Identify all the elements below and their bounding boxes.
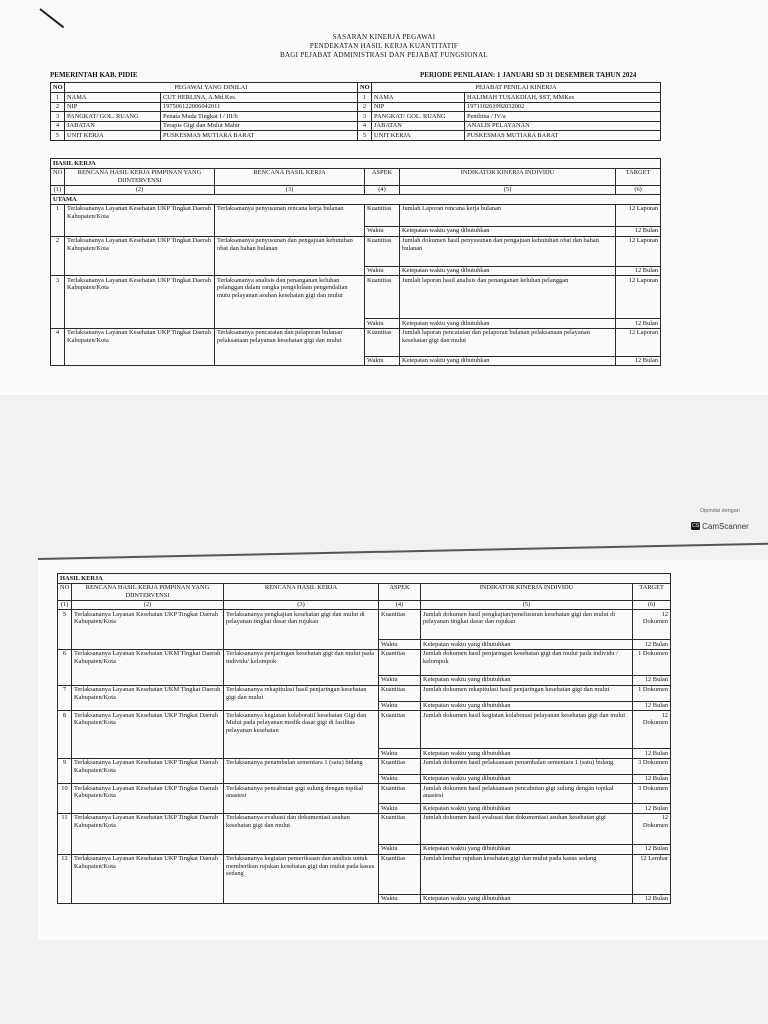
identity-no-header-right: NO <box>358 83 372 93</box>
identity-no: 1 <box>51 93 65 103</box>
title-line-2: PENDEKATAN HASIL KERJA KUANTITATIF <box>309 42 459 50</box>
target-cell: 12 Laporan <box>616 276 661 319</box>
identity-label-right: NIP <box>372 102 465 112</box>
identity-row <box>51 121 661 131</box>
camscanner-watermark <box>684 508 756 532</box>
table-row <box>58 711 671 749</box>
rhk-cell: Terlaksananya pencabutan gigi sulung dengan topikal anastesi <box>224 784 379 814</box>
indikator-cell: Ketepatan waktu yang dibutuhkan <box>400 319 616 329</box>
col-rhk-pimpinan-header: RENCANA HASIL KERJA PIMPINAN YANG DIINTERVENSI <box>72 583 224 600</box>
indikator-cell: Ketepatan waktu yang dibutuhkan <box>400 356 616 366</box>
rhk-pimpinan-cell: Terlaksananya Layanan Kesehatan UKP Tingkat Daerah Kabupaten/Kota <box>65 236 215 276</box>
target-cell: 1 Dokumen <box>633 685 671 701</box>
col-rhk-header: RENCANA HASIL KERJA <box>215 168 365 185</box>
aspek-cell: Kuantitas <box>379 711 421 749</box>
table-row <box>51 328 661 356</box>
table-row <box>51 236 661 266</box>
target-cell: 12 Dokumen <box>633 813 671 844</box>
aspek-cell: Kuantitas <box>379 813 421 844</box>
page-edge-shadow <box>38 543 768 560</box>
aspek-cell: Kuantitas <box>379 610 421 640</box>
rhk-cell: Terlaksananya analisis dan penanganan keluhan pelanggan dalam rangka pengelolaan pengendalian mutu pelayanan asuhan kesehatan gigi dan mulut <box>215 276 365 329</box>
aspek-cell: Waktu <box>379 749 421 759</box>
identity-value-right: ANALIS PELAYANAN <box>465 121 661 131</box>
target-cell: 12 Bulan <box>616 266 661 276</box>
identity-value-right: PUSKESMAS MUTIARA BARAT <box>465 131 661 141</box>
hasil-kerja-label-2: HASIL KERJA <box>58 574 671 584</box>
aspek-cell: Waktu <box>379 844 421 854</box>
col-number: (2) <box>65 185 215 195</box>
rhk-cell: Terlaksananya rekapitulasi hasil penjaringan kesehatan gigi dan mulut <box>224 685 379 711</box>
camscanner-icon: CS <box>692 523 700 529</box>
hasil-kerja-table-2 <box>57 573 671 904</box>
indikator-cell: Jumlah dokumen hasil pelaksanaan penambalan sementara 1 (satu) bidang <box>421 758 633 774</box>
identity-label: JABATAN <box>65 121 161 131</box>
rhk-pimpinan-cell: Terlaksananya Layanan Kesehatan UKP Tingkat Daerah Kabupaten/Kota <box>72 711 224 759</box>
target-cell: 3 Dokumen <box>633 758 671 774</box>
identity-label: NAMA <box>65 93 161 103</box>
indikator-cell: Ketepatan waktu yang dibutuhkan <box>421 844 633 854</box>
aspek-cell: Waktu <box>365 226 400 236</box>
item-number: 3 <box>51 276 65 329</box>
indikator-cell: Jumlah laporan pencatatan dan pelaporan bulanan pelaksanaan pelayanan kesehatan gigi dan mulut <box>400 328 616 356</box>
rhk-pimpinan-cell: Terlaksananya Layanan Kesehatan UKM Tingkat Daerah Kabupaten/Kota <box>72 685 224 711</box>
identity-label: UNIT KERJA <box>65 131 161 141</box>
table-row <box>58 758 671 774</box>
rhk-pimpinan-cell: Terlaksananya Layanan Kesehatan UKP Tingkat Daerah Kabupaten/Kota <box>65 276 215 329</box>
item-number: 8 <box>58 711 72 759</box>
rhk-cell: Terlaksananya kegiatan pemeriksaan dan analisis untuk memberikan rujukan kesehatan gigi dan mulut pada kasus sedang <box>224 854 379 904</box>
utama-label: UTAMA <box>51 195 661 205</box>
table-row <box>58 813 671 844</box>
aspek-cell: Waktu <box>379 774 421 784</box>
identity-label-right: JABATAN <box>372 121 465 131</box>
item-number: 12 <box>58 854 72 904</box>
indikator-cell: Ketepatan waktu yang dibutuhkan <box>421 640 633 650</box>
target-cell: 3 Dokumen <box>633 784 671 804</box>
rhk-pimpinan-cell: Terlaksananya Layanan Kesehatan UKP Tingkat Daerah Kabupaten/Kota <box>65 204 215 236</box>
col-number: (4) <box>365 185 400 195</box>
rhk-cell: Terlaksananya pengkajian kesehatan gigi dan mulut di pelayanan tingkat dasar dan rujukan <box>224 610 379 650</box>
identity-no-right: 5 <box>358 131 372 141</box>
target-cell: 12 Bulan <box>633 804 671 814</box>
identity-table <box>50 82 661 141</box>
target-cell: 12 Bulan <box>616 319 661 329</box>
target-cell: 12 Laporan <box>616 328 661 356</box>
indikator-cell: Ketepatan waktu yang dibutuhkan <box>421 675 633 685</box>
identity-row <box>51 112 661 122</box>
item-number: 10 <box>58 784 72 814</box>
aspek-cell: Waktu <box>379 640 421 650</box>
item-number: 2 <box>51 236 65 276</box>
col-aspek-header: ASPEK <box>379 583 421 600</box>
identity-value-right: 197110261992032002 <box>465 102 661 112</box>
rhk-cell: Terlaksananya penjaringan kesehatan gigi dan mulut pada individu/ kelompok <box>224 649 379 685</box>
rhk-pimpinan-cell: Terlaksananya Layanan Kesehatan UKP Tingkat Daerah Kabupaten/Kota <box>72 813 224 854</box>
indikator-cell: Ketepatan waktu yang dibutuhkan <box>400 226 616 236</box>
target-cell: 12 Laporan <box>616 204 661 226</box>
identity-label: PANGKAT/ GOL. RUANG <box>65 112 161 122</box>
title-line-1: SASARAN KINERJA PEGAWAI <box>332 33 436 41</box>
indikator-cell: Jumlah laporan hasil analisis dan penanganan keluhan pelanggan <box>400 276 616 319</box>
col-number: (5) <box>421 600 633 610</box>
col-number: (3) <box>215 185 365 195</box>
scan-page-1 <box>0 0 768 395</box>
target-cell: 12 Bulan <box>633 640 671 650</box>
target-cell: 12 Bulan <box>633 675 671 685</box>
col-target-header: TARGET <box>633 583 671 600</box>
aspek-cell: Waktu <box>379 701 421 711</box>
col-number: (1) <box>51 185 65 195</box>
indikator-cell: Jumlah dokumen hasil pelaksanaan pencabutan gigi sulung dengan topikal anastesi <box>421 784 633 804</box>
rhk-cell: Terlaksananya evaluasi dan dokumentasi asuhan kesehatan gigi dan mulut <box>224 813 379 854</box>
title-line-3: BAGI PEJABAT ADMINISTRASI DAN PEJABAT FUNGSIONAL <box>279 51 489 59</box>
col-target-header: TARGET <box>616 168 661 185</box>
target-cell: 1 Dokumen <box>633 649 671 675</box>
target-cell: 12 Dokumen <box>633 610 671 640</box>
col-number: (4) <box>379 600 421 610</box>
identity-value: CUT HERLINA, A.Md.Kes. <box>161 93 358 103</box>
aspek-cell: Kuantitas <box>365 276 400 319</box>
identity-row <box>51 131 661 141</box>
item-number: 6 <box>58 649 72 685</box>
rhk-cell: Terlaksananya pencatatan dan pelaporan bulanan pelaksanaan pelayanan kesehatan gigi dan mulut <box>215 328 365 366</box>
indikator-cell: Ketepatan waktu yang dibutuhkan <box>421 804 633 814</box>
col-indikator-header: INDIKATOR KINERJA INDIVIDU <box>400 168 616 185</box>
col-number: (1) <box>58 600 72 610</box>
rhk-cell: Terlaksananya penyusunan rencana kerja bulanan <box>215 204 365 236</box>
rhk-cell: Terlaksananya penyusunan dan pengajuan kebutuhan obat dan bahan bulanan <box>215 236 365 276</box>
aspek-cell: Kuantitas <box>379 685 421 701</box>
aspek-cell: Waktu <box>379 894 421 904</box>
table-row <box>58 649 671 675</box>
aspek-cell: Kuantitas <box>379 784 421 804</box>
aspek-cell: Kuantitas <box>365 328 400 356</box>
indikator-cell: Jumlah dokumen hasil kegiatan kolaborasi pelayanan kesehatan gigi dan mulut <box>421 711 633 749</box>
target-cell: 12 Bulan <box>633 894 671 904</box>
table-row <box>58 685 671 701</box>
identity-label-right: NAMA <box>372 93 465 103</box>
item-number: 7 <box>58 685 72 711</box>
identity-no-right: 2 <box>358 102 372 112</box>
identity-no: 5 <box>51 131 65 141</box>
item-number: 5 <box>58 610 72 650</box>
indikator-cell: Jumlah dokumen hasil pengkajian/penelusuran kesehatan gigi dan mulut di pelayanan tingkat dasar dan rujukan <box>421 610 633 640</box>
identity-value: PUSKESMAS MUTIARA BARAT <box>161 131 358 141</box>
indikator-cell: Jumlah dokumen rekapitulasi hasil penjaringan kesehatan gigi dan mulut <box>421 685 633 701</box>
col-number: (3) <box>224 600 379 610</box>
item-number: 1 <box>51 204 65 236</box>
indikator-cell: Jumlah dokumen hasil penjaringan kesehatan gigi dan mulut pada individu / kelompok <box>421 649 633 675</box>
identity-row <box>51 93 661 103</box>
identity-no: 3 <box>51 112 65 122</box>
indikator-cell: Jumlah dokumen hasil penyusunan dan pengajuan kebutuhan obat dan bahan bulanan <box>400 236 616 266</box>
periode-label: PERIODE PENILAIAN: 1 JANUARI SD 31 DESEMBER TAHUN 2024 <box>420 71 637 79</box>
table-row <box>58 610 671 640</box>
target-cell: 12 Bulan <box>633 774 671 784</box>
aspek-cell: Waktu <box>365 356 400 366</box>
aspek-cell: Kuantitas <box>365 204 400 226</box>
table-row <box>58 854 671 894</box>
indikator-cell: Jumlah lembar rujukan kesehatan gigi dan mulut pada kasus sedang <box>421 854 633 894</box>
indikator-cell: Ketepatan waktu yang dibutuhkan <box>421 701 633 711</box>
aspek-cell: Kuantitas <box>379 649 421 675</box>
identity-no: 4 <box>51 121 65 131</box>
watermark-brand-text: CamScanner <box>702 521 749 531</box>
hasil-kerja-label: HASIL KERJA <box>51 159 661 169</box>
item-number: 11 <box>58 813 72 854</box>
identity-row <box>51 102 661 112</box>
identity-no-right: 1 <box>358 93 372 103</box>
col-number: (2) <box>72 600 224 610</box>
col-indikator-header: INDIKATOR KINERJA INDIVIDU <box>421 583 633 600</box>
col-number: (5) <box>400 185 616 195</box>
indikator-cell: Ketepatan waktu yang dibutuhkan <box>421 894 633 904</box>
aspek-cell: Kuantitas <box>379 854 421 894</box>
identity-no: 2 <box>51 102 65 112</box>
rhk-pimpinan-cell: Terlaksananya Layanan Kesehatan UKP Tingkat Daerah Kabupaten/Kota <box>72 784 224 814</box>
target-cell: 12 Bulan <box>633 749 671 759</box>
col-no-header: NO <box>51 168 65 185</box>
indikator-cell: Jumlah dokumen hasil evaluasi dan dokumentasi asuhan kesehatan gigi <box>421 813 633 844</box>
col-aspek-header: ASPEK <box>365 168 400 185</box>
col-rhk-pimpinan-header: RENCANA HASIL KERJA PIMPINAN YANG DIINTERVENSI <box>65 168 215 185</box>
aspek-cell: Waktu <box>365 266 400 276</box>
col-number: (6) <box>633 600 671 610</box>
target-cell: 12 Bulan <box>633 701 671 711</box>
aspek-cell: Waktu <box>379 675 421 685</box>
identity-value: Terapis Gigi dan Mulut Mahir <box>161 121 358 131</box>
identity-value: Penata Muda Tingkat I / III/b <box>161 112 358 122</box>
target-cell: 12 Bulan <box>633 844 671 854</box>
indikator-cell: Jumlah Laporan rencana kerja bulanan <box>400 204 616 226</box>
identity-label-right: PANGKAT/ GOL. RUANG <box>372 112 465 122</box>
rhk-pimpinan-cell: Terlaksananya Layanan Kesehatan UKP Tingkat Daerah Kabupaten/Kota <box>65 328 215 366</box>
identity-label: NIP <box>65 102 161 112</box>
aspek-cell: Waktu <box>365 319 400 329</box>
indikator-cell: Ketepatan waktu yang dibutuhkan <box>421 774 633 784</box>
identity-value: 197506122006042011 <box>161 102 358 112</box>
col-rhk-header: RENCANA HASIL KERJA <box>224 583 379 600</box>
indikator-cell: Ketepatan waktu yang dibutuhkan <box>421 749 633 759</box>
target-cell: 12 Laporan <box>616 236 661 266</box>
document-title-block <box>0 33 768 60</box>
pen-mark <box>39 8 64 28</box>
rhk-cell: Terlaksananya kegiatan kolaboratif kesehatan Gigi dan Mulut pada pelayanan medik dasar gigi di fasilitas pelayanan kesehatan <box>224 711 379 759</box>
identity-value-right: Pembina / IV/a <box>465 112 661 122</box>
target-cell: 12 Bulan <box>616 356 661 366</box>
hasil-kerja-table-1 <box>50 158 661 366</box>
watermark-caption: Dipindai dengan <box>700 508 740 514</box>
rhk-cell: Terlaksananya penambalan sementara 1 (satu) bidang <box>224 758 379 784</box>
table-row <box>58 784 671 804</box>
aspek-cell: Waktu <box>379 804 421 814</box>
table-row <box>51 204 661 226</box>
indikator-cell: Ketepatan waktu yang dibutuhkan <box>400 266 616 276</box>
pejabat-penilai-header: PEJABAT PENILAI KINERJA <box>372 83 661 93</box>
rhk-pimpinan-cell: Terlaksananya Layanan Kesehatan UKP Tingkat Daerah Kabupaten/Kota <box>72 758 224 784</box>
target-cell: 12 Dokumen <box>633 711 671 749</box>
table-row <box>51 276 661 319</box>
identity-value-right: HALIMAH TUSAKDIAH, SST, MMKes <box>465 93 661 103</box>
rhk-pimpinan-cell: Terlaksananya Layanan Kesehatan UKP Tingkat Daerah Kabupaten/Kota <box>72 610 224 650</box>
col-no-header: NO <box>58 583 72 600</box>
identity-label-right: UNIT KERJA <box>372 131 465 141</box>
rhk-pimpinan-cell: Terlaksananya Layanan Kesehatan UKM Tingkat Daerah Kabupaten/Kota <box>72 649 224 685</box>
rhk-pimpinan-cell: Terlaksananya Layanan Kesehatan UKP Tingkat Daerah Kabupaten/Kota <box>72 854 224 904</box>
aspek-cell: Kuantitas <box>379 758 421 774</box>
instansi-label: PEMERINTAH KAB. PIDIE <box>50 71 138 79</box>
target-cell: 12 Lembar <box>633 854 671 894</box>
identity-no-header: NO <box>51 83 65 93</box>
item-number: 9 <box>58 758 72 784</box>
watermark-brand <box>691 522 749 531</box>
identity-no-right: 4 <box>358 121 372 131</box>
pegawai-dinilai-header: PEGAWAI YANG DINILAI <box>65 83 358 93</box>
item-number: 4 <box>51 328 65 366</box>
aspek-cell: Kuantitas <box>365 236 400 266</box>
col-number: (6) <box>616 185 661 195</box>
identity-no-right: 3 <box>358 112 372 122</box>
target-cell: 12 Bulan <box>616 226 661 236</box>
